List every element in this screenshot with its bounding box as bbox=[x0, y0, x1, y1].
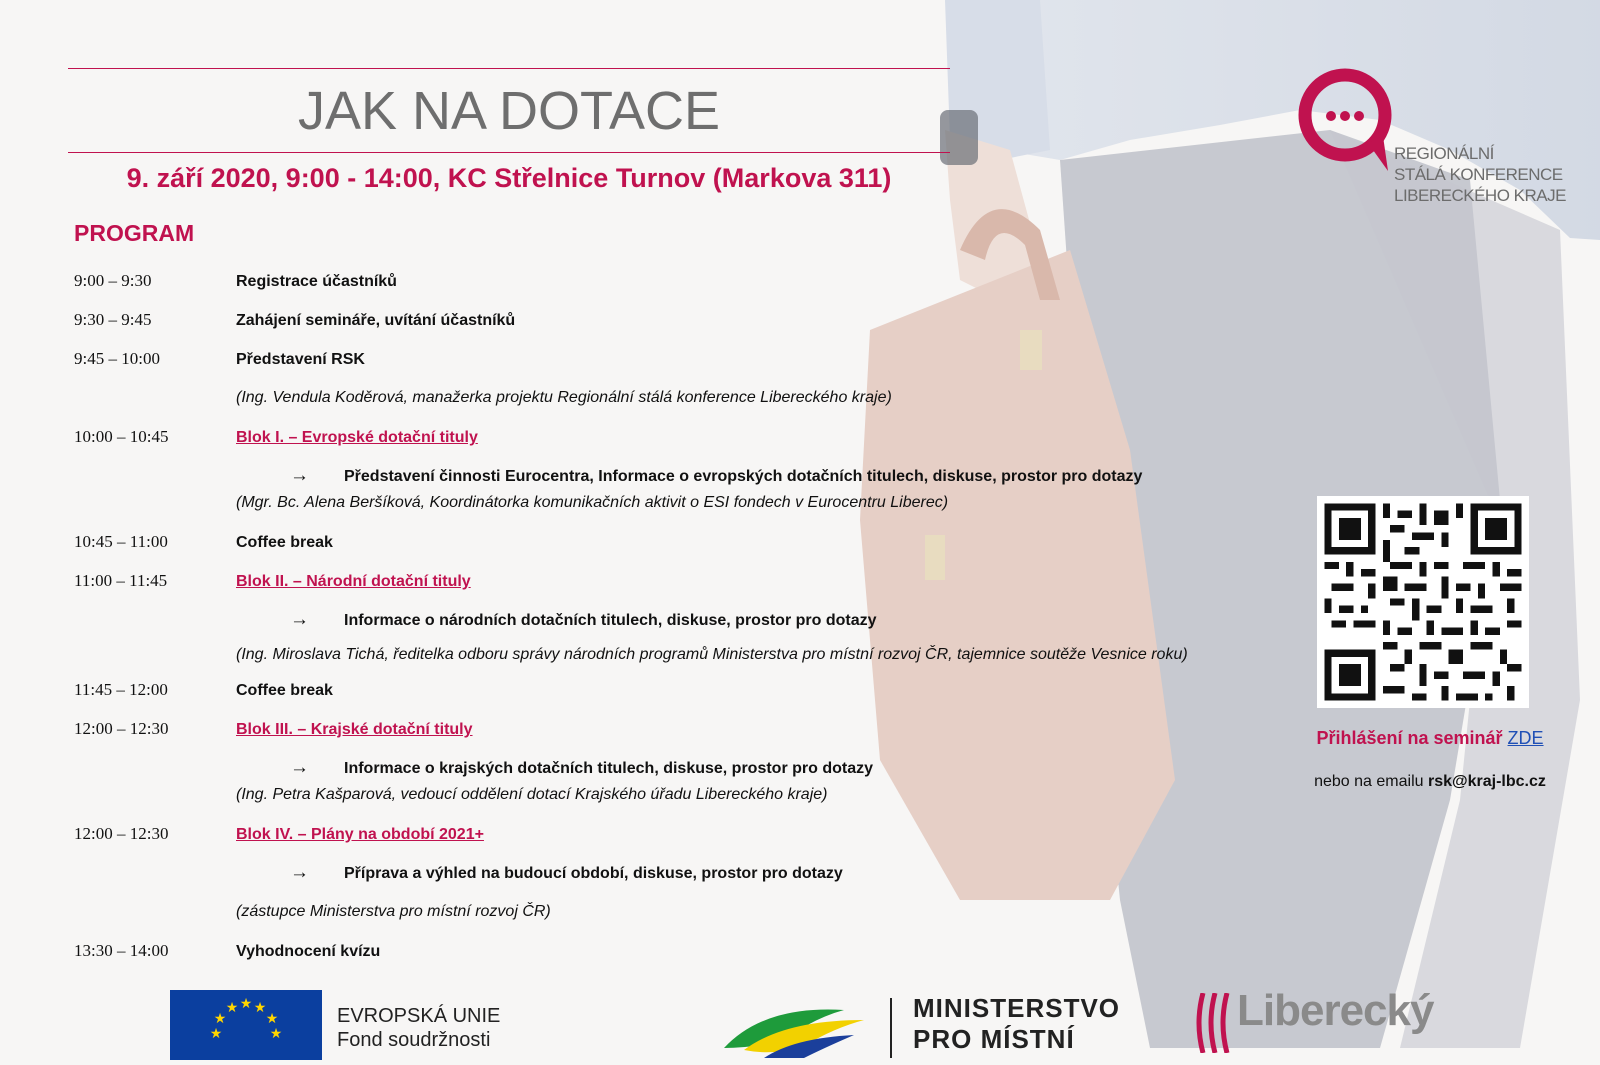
arrow-icon: → bbox=[290, 465, 309, 486]
row-time: 13:30 – 14:00 bbox=[74, 941, 169, 960]
speaker-note: (Mgr. Bc. Alena Beršíková, Koordinátorka komunikačních aktivit o ESI fondech v Eurocentru Liberec) bbox=[236, 494, 949, 511]
program-row bbox=[74, 571, 471, 592]
page-title: JAK NA DOTACE bbox=[297, 81, 721, 141]
speaker-note: (Ing. Petra Kašparová, vedoucí oddělení dotací Krajského úřadu Libereckého kraje) bbox=[236, 786, 828, 803]
eu-text bbox=[337, 1004, 500, 1052]
liberecky-kraj-mark-icon bbox=[1195, 993, 1235, 1053]
row-label: Coffee break bbox=[236, 534, 333, 551]
block-1-link[interactable]: Blok I. – Evropské dotační tituly bbox=[236, 429, 478, 446]
program-row bbox=[74, 824, 484, 845]
program-heading: PROGRAM bbox=[74, 220, 195, 246]
block-4-link[interactable]: Blok IV. – Plány na období 2021+ bbox=[236, 826, 484, 843]
email-address[interactable]: rsk@kraj-lbc.cz bbox=[1427, 773, 1546, 790]
mmr-swoosh-logo-icon bbox=[724, 1000, 874, 1060]
row-label: Představení RSK bbox=[236, 351, 365, 368]
mmr-line: MINISTERSTVO bbox=[913, 993, 1121, 1023]
row-label: Vyhodnocení kvízu bbox=[236, 943, 381, 960]
block-3-link[interactable]: Blok III. – Krajské dotační tituly bbox=[236, 721, 473, 738]
title-top-rule bbox=[68, 68, 950, 69]
registration-line bbox=[1300, 728, 1560, 749]
block-description-text: Příprava a výhled na budoucí období, diskuse, prostor pro dotazy bbox=[344, 865, 843, 882]
block-description bbox=[290, 610, 877, 631]
program-row bbox=[74, 310, 515, 331]
footer-divider bbox=[890, 998, 892, 1058]
program-row bbox=[74, 719, 473, 740]
svg-text:★: ★ bbox=[265, 1011, 279, 1027]
speaker-note: (Ing. Vendula Koděrová, manažerka projektu Regionální stálá konference Libereckého kraje) bbox=[236, 389, 892, 406]
row-label: Coffee break bbox=[236, 682, 333, 699]
email-prefix: nebo na emailu bbox=[1314, 773, 1424, 790]
row-time: 9:45 – 10:00 bbox=[74, 349, 160, 368]
program-row bbox=[74, 349, 365, 370]
block-description bbox=[290, 863, 843, 884]
row-time: 9:00 – 9:30 bbox=[74, 271, 152, 290]
row-label: Zahájení semináře, uvítání účastníků bbox=[236, 312, 516, 329]
program-row bbox=[74, 427, 478, 448]
block-description bbox=[290, 758, 873, 779]
arrow-icon: → bbox=[290, 609, 309, 630]
svg-text:★: ★ bbox=[213, 1011, 227, 1027]
row-time: 10:45 – 11:00 bbox=[74, 532, 168, 551]
row-time: 12:00 – 12:30 bbox=[74, 719, 169, 738]
svg-text:★: ★ bbox=[269, 1026, 283, 1042]
title-bottom-rule bbox=[68, 152, 950, 153]
eu-line: EVROPSKÁ UNIE bbox=[337, 1005, 501, 1027]
eu-flag-icon bbox=[170, 990, 322, 1060]
svg-text:★: ★ bbox=[239, 996, 253, 1012]
registration-qr-code-icon[interactable] bbox=[1317, 496, 1529, 708]
mmr-text bbox=[913, 993, 1120, 1055]
row-time: 9:30 – 9:45 bbox=[74, 310, 152, 329]
speaker-note: (zástupce Ministerstva pro místní rozvoj ČR) bbox=[236, 903, 551, 920]
eu-line: Fond soudržnosti bbox=[337, 1029, 491, 1051]
program-row bbox=[74, 680, 333, 701]
liberecky-kraj-text: Liberecký bbox=[1237, 986, 1434, 1035]
block-description bbox=[290, 466, 1142, 487]
row-time: 10:00 – 10:45 bbox=[74, 427, 169, 446]
program-row bbox=[74, 271, 397, 292]
svg-text:★: ★ bbox=[253, 1000, 267, 1016]
email-line bbox=[1270, 773, 1590, 791]
arrow-icon: → bbox=[290, 862, 309, 883]
block-description-text: Představení činnosti Eurocentra, Informace o evropských dotačních titulech, diskuse, prostor pro dotazy bbox=[344, 468, 1143, 485]
block-description-text: Informace o krajských dotačních titulech, diskuse, prostor pro dotazy bbox=[344, 760, 874, 777]
row-time: 11:00 – 11:45 bbox=[74, 571, 168, 590]
program-row bbox=[74, 532, 333, 553]
registration-link[interactable]: ZDE bbox=[1507, 728, 1544, 748]
row-time: 12:00 – 12:30 bbox=[74, 824, 169, 843]
mmr-line: PRO MÍSTNÍ bbox=[913, 1024, 1075, 1054]
logo-line: LIBERECKÉHO KRAJE bbox=[1394, 186, 1566, 205]
row-label: Registrace účastníků bbox=[236, 273, 397, 290]
rsk-logo-text bbox=[1394, 143, 1566, 206]
registration-text: Přihlášení na seminář bbox=[1316, 728, 1503, 748]
block-description-text: Informace o národních dotačních titulech, diskuse, prostor pro dotazy bbox=[344, 612, 877, 629]
event-date-location: 9. září 2020, 9:00 - 14:00, KC Střelnice Turnov (Markova 311) bbox=[126, 163, 892, 193]
row-time: 11:45 – 12:00 bbox=[74, 680, 168, 699]
logo-line: STÁLÁ KONFERENCE bbox=[1394, 165, 1563, 184]
arrow-icon: → bbox=[290, 757, 309, 778]
svg-text:★: ★ bbox=[209, 1026, 223, 1042]
logo-line: REGIONÁLNÍ bbox=[1394, 144, 1494, 163]
program-row bbox=[74, 941, 380, 962]
speaker-note: (Ing. Miroslava Tichá, ředitelka odboru správy národních programů Ministerstva pro místní rozvoj ČR, tajemnice soutěže Vesnice roku) bbox=[236, 646, 1188, 663]
block-2-link[interactable]: Blok II. – Národní dotační tituly bbox=[236, 573, 471, 590]
svg-text:★: ★ bbox=[225, 1000, 239, 1016]
